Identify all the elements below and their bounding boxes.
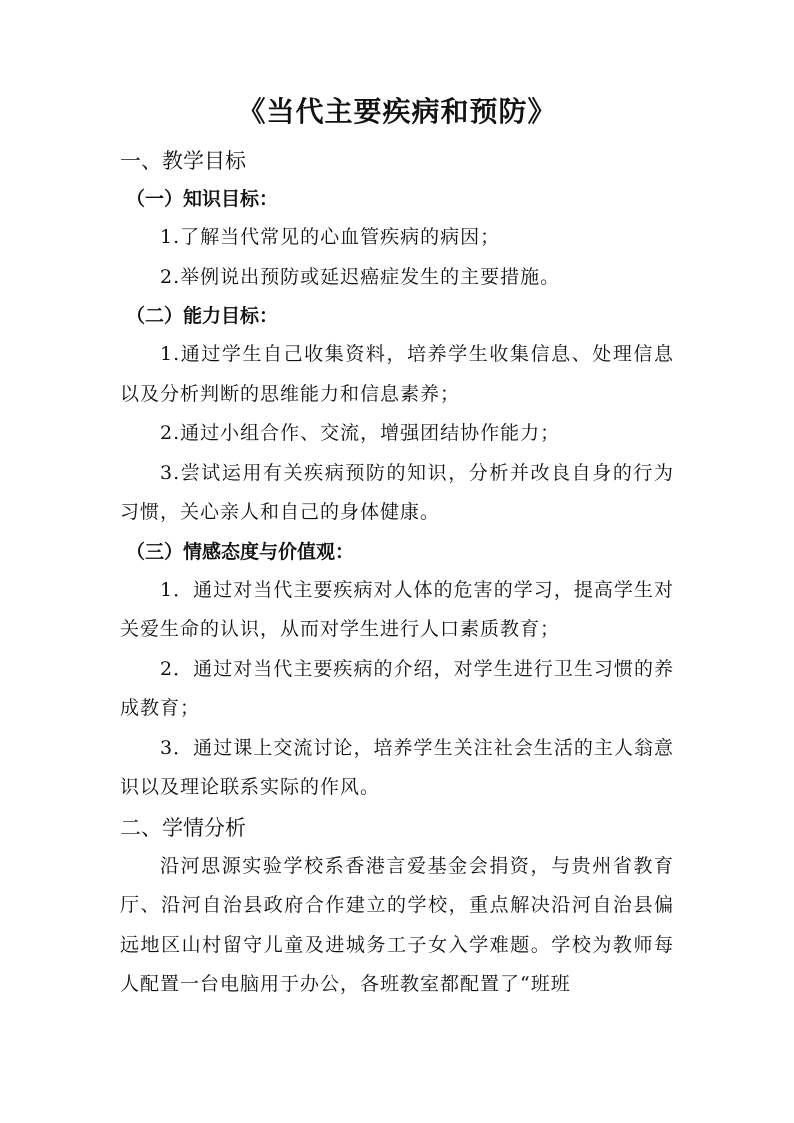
paragraph-ability-2: 2.通过小组合作、交流，增强团结协作能力； [160, 422, 561, 444]
subsection-heading-ability: （二）能力目标： [126, 305, 279, 327]
paragraph-emotion-2: 2．通过对当代主要疾病的介绍，对学生进行卫生习惯的养成教育； [120, 657, 674, 719]
paragraph-emotion-1: 1．通过对当代主要疾病对人体的危害的学习，提高学生对关爱生命的认识，从而对学生进行人口素质教育； [120, 578, 674, 640]
paragraph-emotion-3: 3．通过课上交流讨论，培养学生关注社会生活的主人翁意识以及理论联系实际的作风。 [120, 736, 674, 798]
subsection-heading-knowledge: （一）知识目标： [126, 188, 279, 210]
paragraph-ability-1: 1.通过学生自己收集资料，培养学生收集信息、处理信息以及分析判断的思维能力和信息素养； [120, 343, 674, 405]
section-heading-teaching-goals: 一、教学目标 [120, 149, 246, 173]
section-heading-student-analysis: 二、学情分析 [120, 815, 246, 840]
paragraph-student-analysis-1: 沿河思源实验学校系香港言爱基金会捐资，与贵州省教育厅、沿河自治县政府合作建立的学校，重点解决沿河自治县偏远地区山村留守儿童及进城务工子女入学难题。学校为教师每人配置一台电脑用于办公，各班教室都配置了“班班 [120, 854, 674, 995]
document-title: 《当代主要疾病和预防》 [237, 95, 557, 128]
paragraph-knowledge-1: 1.了解当代常见的心血管疾病的病因； [160, 226, 501, 248]
paragraph-ability-3: 3.尝试运用有关疾病预防的知识，分析并改良自身的行为习惯，关心亲人和自己的身体健康。 [120, 461, 674, 523]
document-body [120, 142, 674, 1005]
subsection-heading-emotion-values: （三）情感态度与价值观： [126, 540, 355, 563]
paragraph-knowledge-2: 2.举例说出预防或延迟癌症发生的主要措施。 [160, 265, 561, 288]
